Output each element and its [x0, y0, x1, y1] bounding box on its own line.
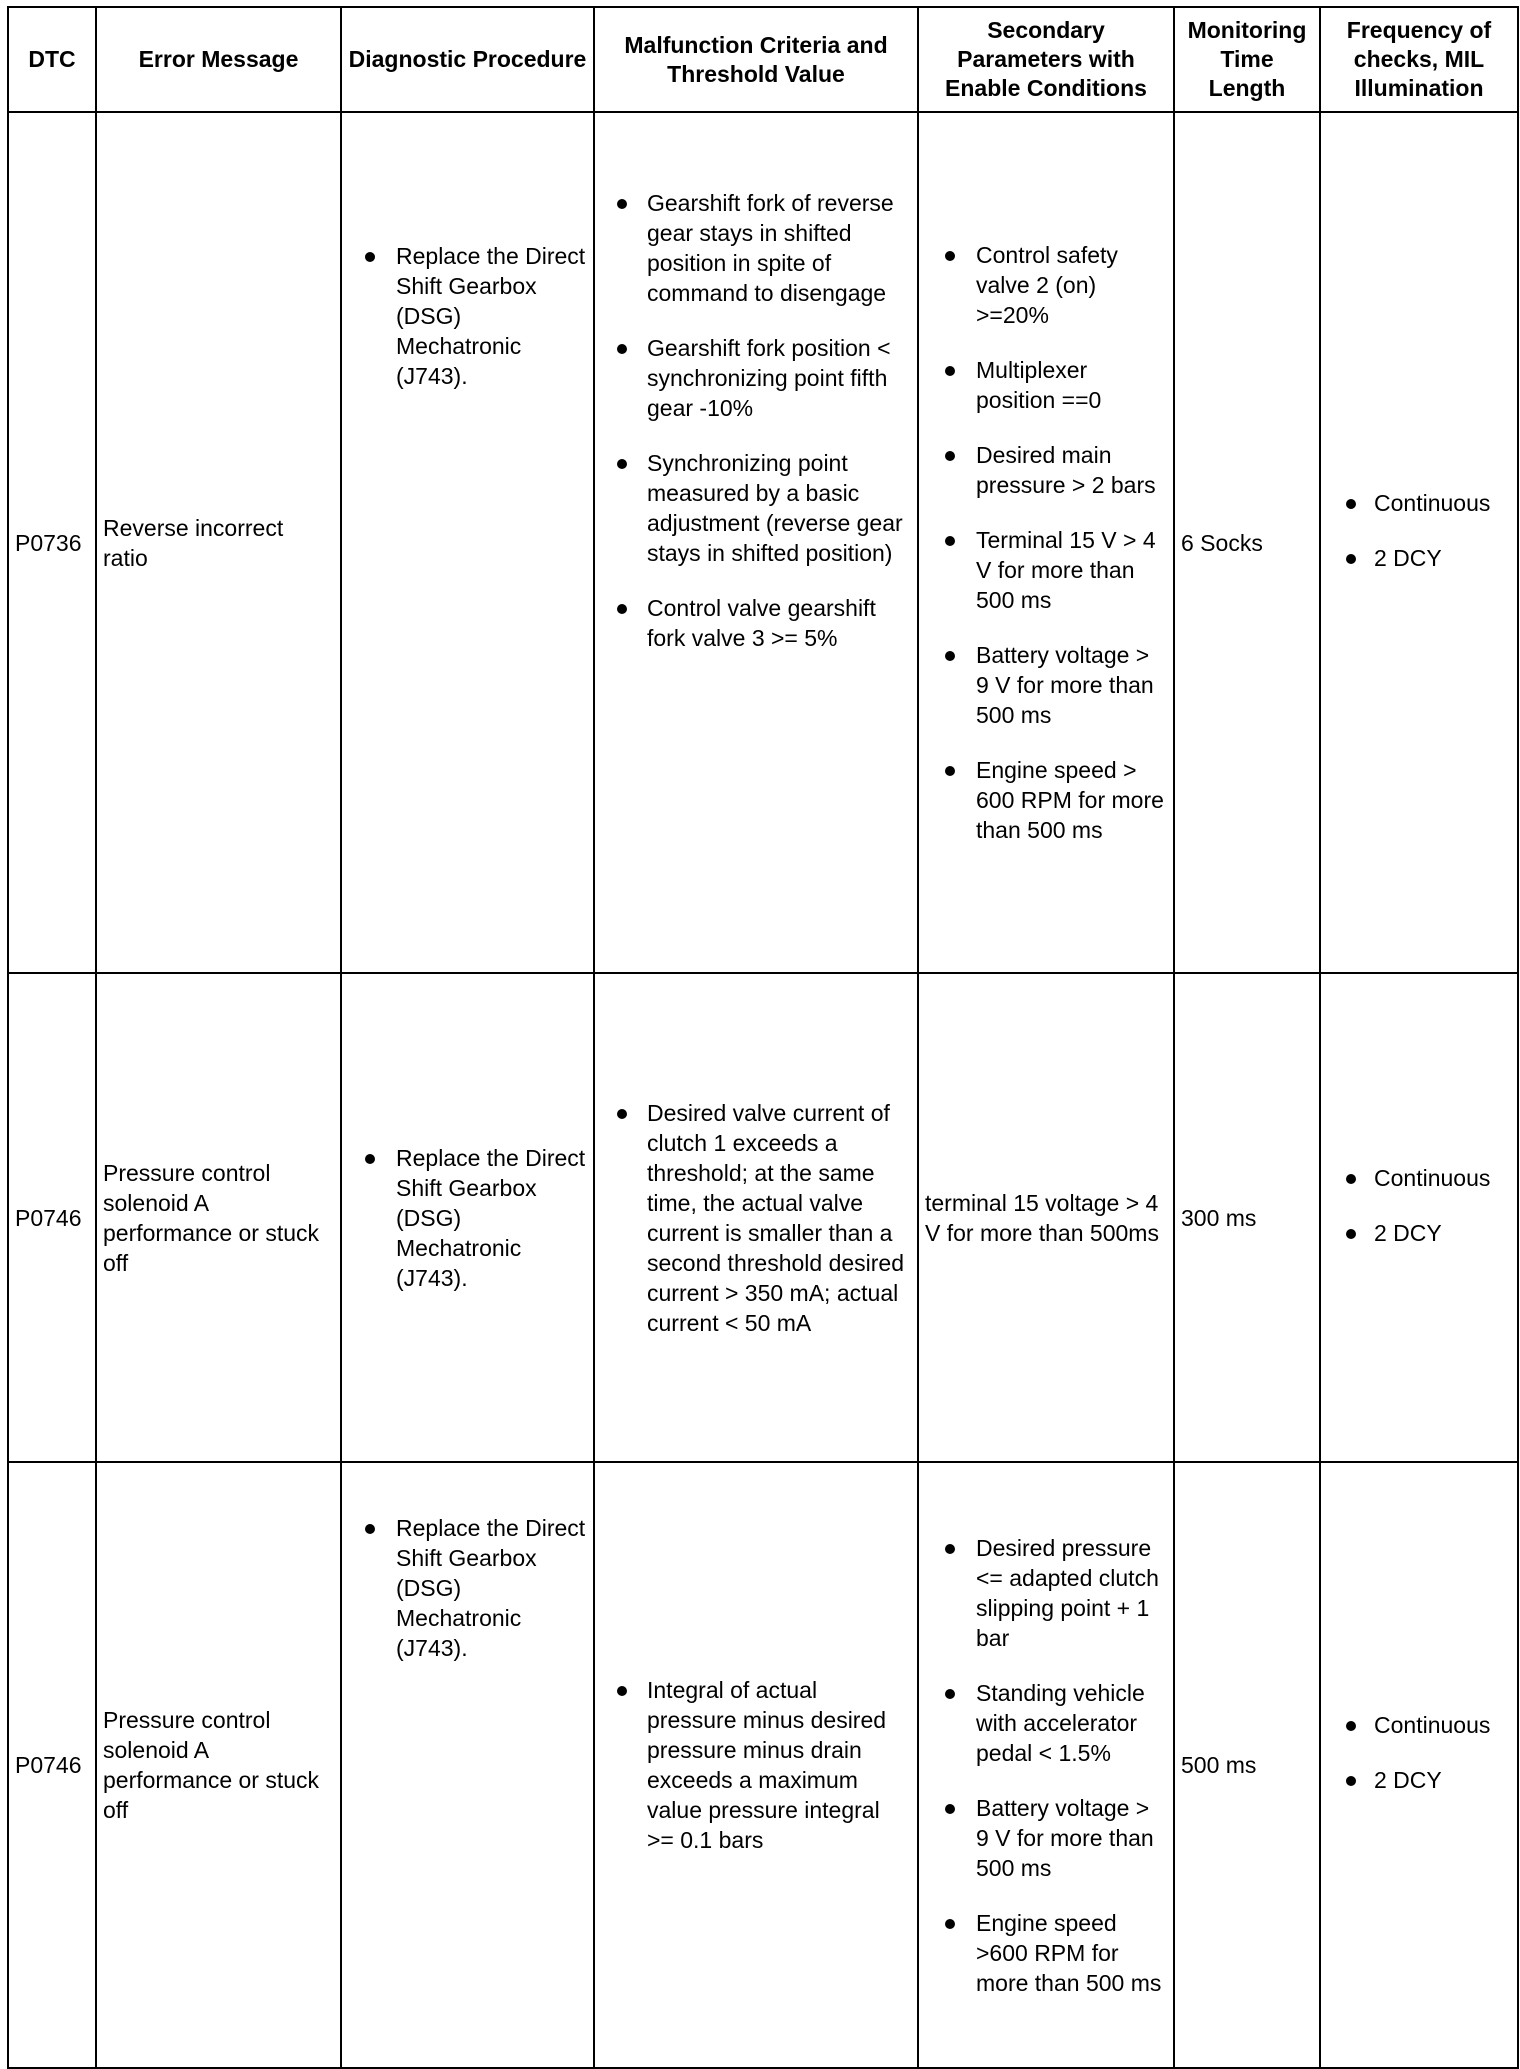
- dtc-code: P0746: [15, 1204, 82, 1231]
- error-message: Reverse incorrect ratio: [103, 514, 284, 571]
- header-malfunction-criteria: Malfunction Criteria and Threshold Value: [594, 7, 918, 112]
- malfunction-criteria-cell: [594, 1462, 918, 2068]
- list-item: 2 DCY: [1327, 1765, 1511, 1795]
- error-message-cell: [96, 973, 341, 1462]
- frequency-cell: [1320, 973, 1518, 1462]
- secondary-parameters-cell: [918, 112, 1174, 973]
- malfunction-criteria-cell: [594, 973, 918, 1462]
- monitoring-time: 6 Socks: [1181, 529, 1263, 556]
- table-row: [8, 112, 1518, 973]
- list-item: Continuous: [1327, 488, 1511, 518]
- error-message: Pressure control solenoid A performance or stuck off: [103, 1159, 320, 1276]
- dtc-code: P0736: [15, 529, 82, 556]
- secondary-parameters-cell: [918, 1462, 1174, 2068]
- monitoring-time-cell: [1174, 973, 1320, 1462]
- malfunction-criteria-cell: [594, 112, 918, 973]
- table-row: [8, 1462, 1518, 2068]
- monitoring-time: 500 ms: [1181, 1752, 1257, 1778]
- error-message-cell: [96, 112, 341, 973]
- header-diagnostic-procedure: Diagnostic Procedure: [341, 7, 594, 112]
- list-item: Gearshift fork position < synchronizing point fifth gear -10%: [601, 333, 911, 423]
- dtc-cell: [8, 1462, 96, 2068]
- header-monitoring-time: Monitoring Time Length: [1174, 7, 1320, 112]
- table-row: [8, 973, 1518, 1462]
- secondary-parameters-cell: [918, 973, 1174, 1462]
- list-item: Desired valve current of clutch 1 exceeds a threshold; at the same time, the actual valve current is smaller than a second threshold desired current > 350 mA; actual current < 50 mA: [601, 1098, 911, 1338]
- dtc-code: P0746: [15, 1752, 82, 1778]
- list-item: Desired main pressure > 2 bars: [925, 440, 1167, 500]
- list-item: Terminal 15 V > 4 V for more than 500 ms: [925, 525, 1167, 615]
- list-item: Engine speed >600 RPM for more than 500 ms: [925, 1908, 1167, 1998]
- list-item: Continuous: [1327, 1710, 1511, 1740]
- list-item: 2 DCY: [1327, 1218, 1511, 1248]
- monitoring-time-cell: [1174, 1462, 1320, 2068]
- dtc-table: [7, 6, 1519, 2069]
- list-item: Standing vehicle with accelerator pedal < 1.5%: [925, 1678, 1167, 1768]
- list-item: Synchronizing point measured by a basic adjustment (reverse gear stays in shifted position): [601, 448, 911, 568]
- monitoring-time: 300 ms: [1181, 1204, 1257, 1231]
- list-item: 2 DCY: [1327, 543, 1511, 573]
- diagnostic-procedure-cell: [341, 1462, 594, 2068]
- list-item: Replace the Direct Shift Gearbox (DSG) Mechatronic (J743).: [348, 1513, 587, 1663]
- header-error-message: Error Message: [96, 7, 341, 112]
- header-dtc: DTC: [8, 7, 96, 112]
- dtc-cell: [8, 112, 96, 973]
- list-item: Desired pressure <= adapted clutch slipping point + 1 bar: [925, 1533, 1167, 1653]
- header-row: [8, 7, 1518, 112]
- list-item: Engine speed > 600 RPM for more than 500 ms: [925, 755, 1167, 845]
- list-item: Replace the Direct Shift Gearbox (DSG) Mechatronic (J743).: [348, 1143, 587, 1293]
- list-item: Control safety valve 2 (on) >=20%: [925, 240, 1167, 330]
- diagnostic-procedure-cell: [341, 973, 594, 1462]
- frequency-cell: [1320, 112, 1518, 973]
- list-item: Control valve gearshift fork valve 3 >= 5%: [601, 593, 911, 653]
- list-item: Continuous: [1327, 1163, 1511, 1193]
- list-item: Gearshift fork of reverse gear stays in shifted position in spite of command to disengage: [601, 188, 911, 308]
- header-frequency: Frequency of checks, MIL Illumination: [1320, 7, 1518, 112]
- dtc-cell: [8, 973, 96, 1462]
- frequency-cell: [1320, 1462, 1518, 2068]
- error-message-cell: [96, 1462, 341, 2068]
- header-secondary-parameters: Secondary Parameters with Enable Conditions: [918, 7, 1174, 112]
- list-item: Integral of actual pressure minus desired pressure minus drain exceeds a maximum value pressure integral >= 0.1 bars: [601, 1675, 911, 1855]
- list-item: Replace the Direct Shift Gearbox (DSG) Mechatronic (J743).: [348, 241, 587, 391]
- list-item: Multiplexer position ==0: [925, 355, 1167, 415]
- monitoring-time-cell: [1174, 112, 1320, 973]
- list-item: Battery voltage > 9 V for more than 500 ms: [925, 1793, 1167, 1883]
- list-item: Battery voltage > 9 V for more than 500 ms: [925, 640, 1167, 730]
- secondary-parameters-text: terminal 15 voltage > 4 V for more than 500ms: [925, 1189, 1159, 1246]
- diagnostic-procedure-cell: [341, 112, 594, 973]
- error-message: Pressure control solenoid A performance or stuck off: [103, 1707, 320, 1823]
